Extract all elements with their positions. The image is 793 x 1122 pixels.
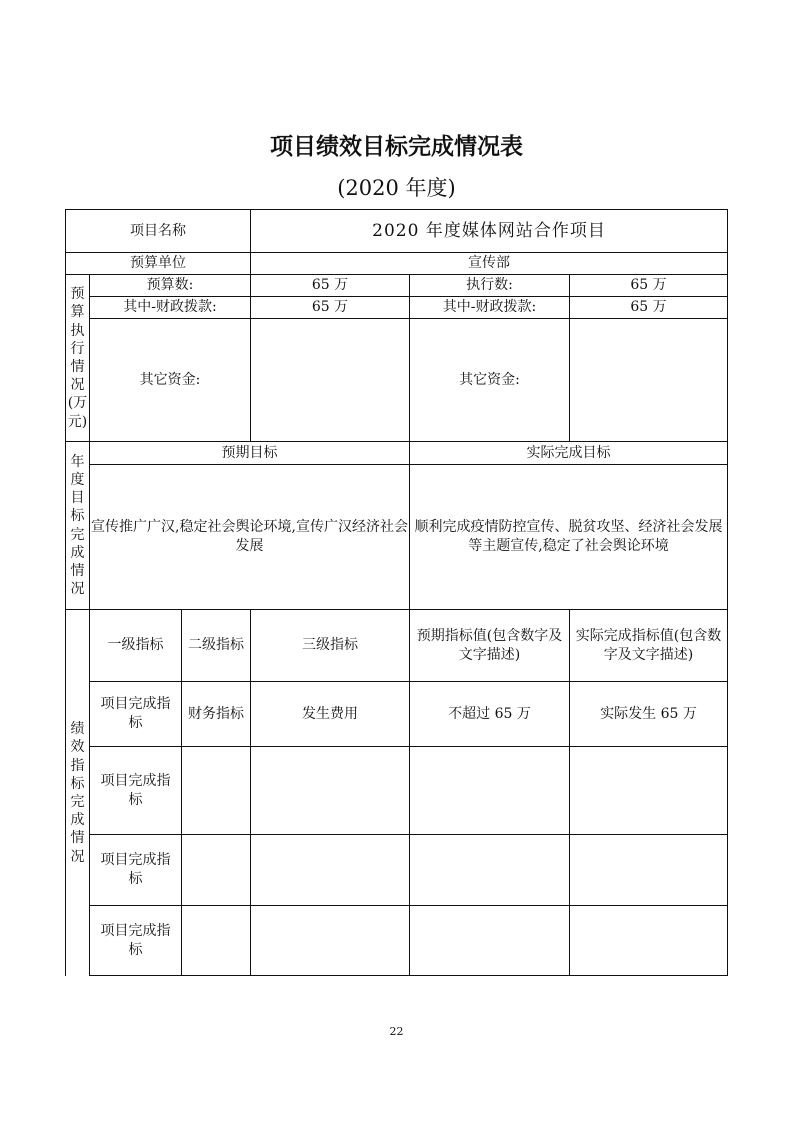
col-expected-value-header: 预期指标值(包含数字及文字描述) xyxy=(416,627,563,663)
col-level2-header: 二级指标 xyxy=(188,637,244,654)
budget-unit-label: 预算单位 xyxy=(130,255,186,272)
col-level3-header: 三级指标 xyxy=(302,637,358,654)
actual-goal-text: 顺利完成疫情防控宣传、脱贫攻坚、经济社会发展等主题宣传,稳定了社会舆论环境 xyxy=(414,519,723,554)
col-level1-header: 一级指标 xyxy=(107,637,164,654)
project-name-value: 2020 年度媒体网站合作项目 xyxy=(372,220,606,241)
document-title: 项目绩效目标完成情况表 xyxy=(270,134,523,160)
budget-count-value: 65 万 xyxy=(311,277,349,294)
fiscal-label-exec: 其中-财政拨款: xyxy=(442,299,537,316)
col-actual-value-header: 实际完成指标值(包含数字及文字描述) xyxy=(575,627,722,663)
other-funds-label-exec: 其它资金: xyxy=(459,371,520,388)
table-row-1-level3: 发生费用 xyxy=(302,705,358,722)
table-row-4-actual xyxy=(570,906,727,975)
page-number: 22 xyxy=(389,1025,404,1038)
other-funds-label-budget: 其它资金: xyxy=(139,371,201,388)
perf-section-label: 绩 效 指 标 完 成 情 况 xyxy=(70,721,85,865)
table-row-4-level3 xyxy=(251,906,409,975)
table-row-1-actual: 实际发生 65 万 xyxy=(600,705,697,722)
document-subtitle: (2020 年度) xyxy=(337,176,456,200)
table-row-2-actual xyxy=(570,747,727,834)
table-row-3-expected xyxy=(410,835,569,905)
table-row-1-level2: 财务指标 xyxy=(188,705,244,722)
exec-count-value: 65 万 xyxy=(630,277,667,294)
table-row-4-level2 xyxy=(182,906,250,975)
table-row-3-level1: 项目完成指标 xyxy=(100,852,171,887)
fiscal-label-budget: 其中-财政拨款: xyxy=(123,299,217,316)
table-row-2-expected xyxy=(410,747,569,834)
table-row-2-level1: 项目完成指标 xyxy=(100,772,171,808)
budget-section-label: 预 算 执 行 情 况 (万 元) xyxy=(67,286,88,430)
table-row-3-level2 xyxy=(182,835,250,905)
table-row-2-level3 xyxy=(251,747,409,834)
table-row-1-expected: 不超过 65 万 xyxy=(448,705,531,722)
project-name-label: 项目名称 xyxy=(130,222,186,239)
table-row-1-level1: 项目完成指标 xyxy=(100,696,171,731)
actual-goal-label: 实际完成目标 xyxy=(526,444,611,461)
expected-goal-label: 预期目标 xyxy=(221,444,278,461)
fiscal-value-budget: 65 万 xyxy=(311,299,349,316)
table-row-3-actual xyxy=(570,835,727,905)
table-row-4-level1: 项目完成指标 xyxy=(100,922,171,958)
table-rule xyxy=(727,209,728,976)
annual-section-label: 年 度 目 标 完 成 情 况 xyxy=(70,453,85,598)
table-row-2-level2 xyxy=(182,747,250,834)
table-row-4-expected xyxy=(410,906,569,975)
fiscal-value-exec: 65 万 xyxy=(630,299,667,316)
exec-count-label: 执行数: xyxy=(466,277,513,294)
budget-count-label: 预算数: xyxy=(146,277,194,294)
expected-goal-text: 宣传推广广汉,稳定社会舆论环境,宣传广汉经济社会发展 xyxy=(91,519,408,554)
budget-unit-value: 宣传部 xyxy=(468,255,510,272)
table-row-3-level3 xyxy=(251,835,409,905)
